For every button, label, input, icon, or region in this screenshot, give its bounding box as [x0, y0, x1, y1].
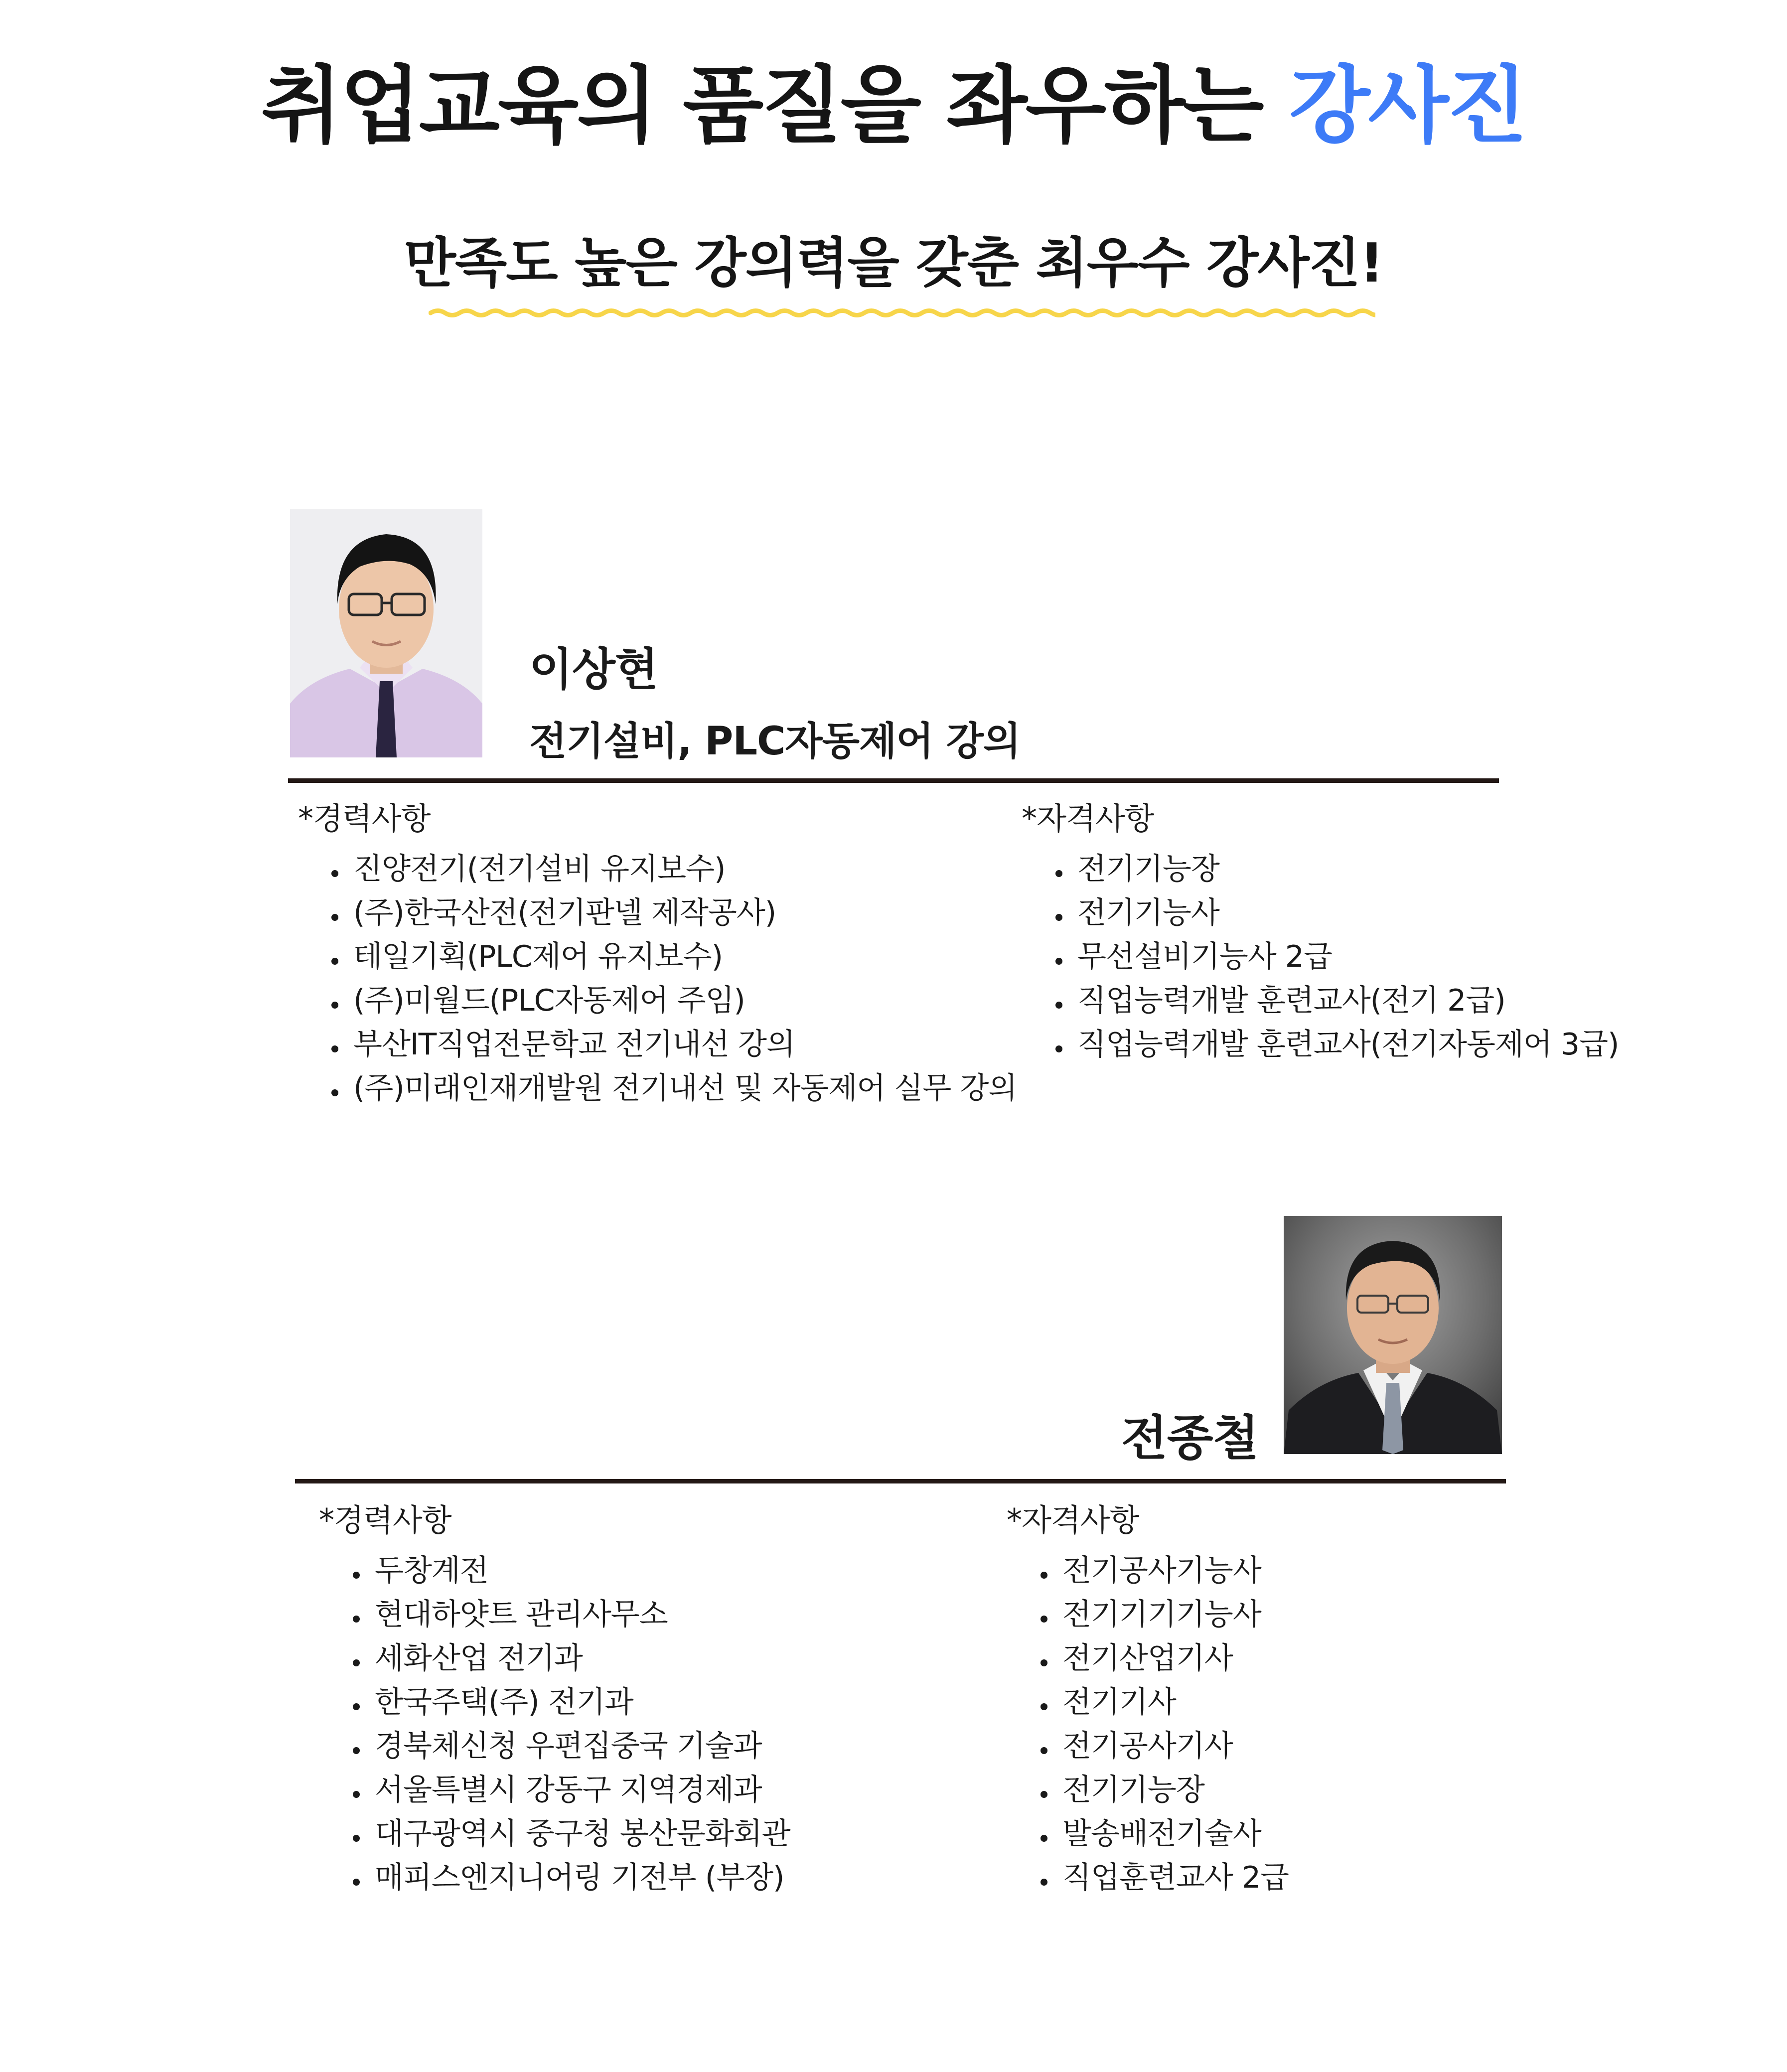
- list-item: 전기기사: [1041, 1680, 1289, 1724]
- instructor-2-career-list: [353, 1549, 790, 1900]
- list-item: 두창계전: [353, 1549, 790, 1593]
- list-item: 무선설비기능사 2급: [1055, 935, 1619, 979]
- list-item: 경북체신청 우편집중국 기술과: [353, 1724, 790, 1768]
- instructor-1-cert-heading: *자격사항: [1022, 800, 1154, 837]
- list-item: 테일기획(PLC제어 유지보수): [331, 935, 1017, 979]
- list-item: 부산IT직업전문학교 전기내선 강의: [331, 1023, 1017, 1066]
- wavy-underline: [429, 304, 1375, 322]
- instructor-2-divider: [295, 1479, 1506, 1483]
- instructor-2-career-heading: *경력사항: [319, 1502, 451, 1538]
- page-title: [0, 57, 1787, 154]
- instructor-1-career-heading: *경력사항: [298, 800, 431, 837]
- list-item: 현대하얏트 관리사무소: [353, 1593, 790, 1636]
- instructor-1-cert-list: [1055, 847, 1619, 1066]
- instructor-1-photo: [290, 509, 482, 757]
- page-title-accent: 강사진: [1289, 57, 1526, 154]
- instructor-1-divider: [288, 778, 1499, 783]
- instructor-2-name: 전종철: [1121, 1410, 1259, 1466]
- list-item: (주)한국산전(전기판넬 제작공사): [331, 891, 1017, 935]
- list-item: 서울특별시 강동구 지역경제과: [353, 1768, 790, 1812]
- list-item: 발송배전기술사: [1041, 1812, 1289, 1856]
- instructor-2-cert-heading: *자격사항: [1007, 1502, 1139, 1538]
- list-item: 직업훈련교사 2급: [1041, 1856, 1289, 1900]
- list-item: 직업능력개발 훈련교사(전기 2급): [1055, 979, 1619, 1023]
- list-item: 전기기능장: [1055, 847, 1619, 891]
- list-item: 진양전기(전기설비 유지보수): [331, 847, 1017, 891]
- list-item: 전기기능장: [1041, 1768, 1289, 1812]
- list-item: 전기기능사: [1055, 891, 1619, 935]
- instructor-2-cert-list: [1041, 1549, 1289, 1900]
- list-item: 전기공사기사: [1041, 1724, 1289, 1768]
- list-item: 전기기기기능사: [1041, 1593, 1289, 1636]
- instructor-1-name: 이상현: [529, 643, 658, 696]
- list-item: 직업능력개발 훈련교사(전기자동제어 3급): [1055, 1023, 1619, 1066]
- list-item: 전기산업기사: [1041, 1636, 1289, 1680]
- list-item: 매피스엔지니어링 기전부 (부장): [353, 1856, 790, 1900]
- list-item: 대구광역시 중구청 봉산문화회관: [353, 1812, 790, 1856]
- instructor-1-career-list: [331, 847, 1017, 1110]
- list-item: 세화산업 전기과: [353, 1636, 790, 1680]
- list-item: 전기공사기능사: [1041, 1549, 1289, 1593]
- list-item: (주)미월드(PLC자동제어 주임): [331, 979, 1017, 1023]
- list-item: (주)미래인재개발원 전기내선 및 자동제어 실무 강의: [331, 1066, 1017, 1110]
- instructor-1-role: 전기설비, PLC자동제어 강의: [529, 719, 1021, 764]
- list-item: 한국주택(주) 전기과: [353, 1680, 790, 1724]
- page-title-main: 취업교육의 품질을 좌우하는: [261, 57, 1290, 154]
- page-subtitle: 만족도 높은 강의력을 갖춘 최우수 강사진!: [404, 232, 1383, 295]
- instructor-2-photo: [1284, 1216, 1502, 1454]
